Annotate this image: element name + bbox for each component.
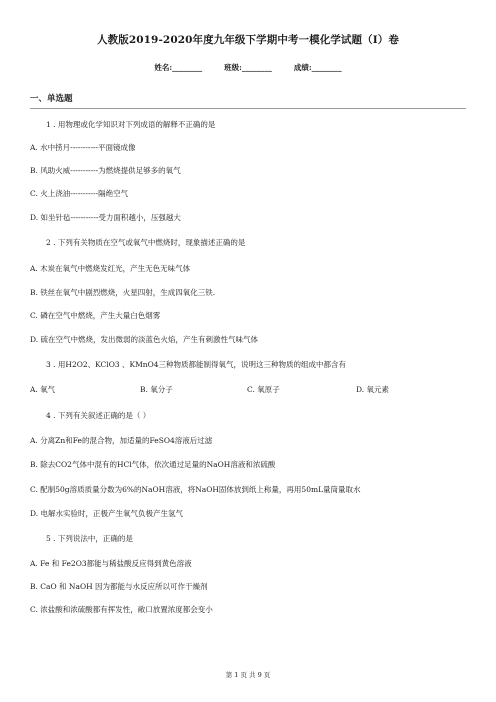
question-2-option-d: D. 硫在空气中燃烧，发出微弱的淡蓝色火焰，产生有刺激性气味气体 bbox=[30, 335, 259, 344]
question-1-option-b: B. 风助火威-----------为燃烧提供足够多的氧气 bbox=[30, 166, 181, 175]
question-4-option-a: A. 分离Zn和Fe的混合物，加适量的FeSO4溶液后过滤 bbox=[30, 436, 213, 445]
section-title: 一、单选题 bbox=[30, 94, 73, 104]
question-3-option-d: D. 氧元素 bbox=[356, 385, 390, 394]
question-3-stem: 3 . 用H2O2、KClO3 、KMnO4三种物质都能制得氧气，说明这三种物质的组成中都含有 bbox=[46, 360, 347, 369]
question-4-stem: 4 . 下列有关叙述正确的是（ ） bbox=[46, 411, 151, 420]
student-info-line bbox=[0, 62, 496, 73]
question-4-option-b: B. 除去CO2气体中混有的HCl气体，依次通过足量的NaOH溶液和浓硫酸 bbox=[30, 460, 276, 469]
question-5-option-c: C. 浓盐酸和浓硫酸都有挥发性，敞口放置浓度都会变小 bbox=[30, 605, 213, 614]
question-1-stem: 1 . 用物理或化学知识对下列成语的解释不正确的是 bbox=[46, 120, 216, 129]
question-1-option-a: A. 水中捞月-----------平面镜成像 bbox=[30, 143, 136, 152]
question-4-option-d: D. 电解水实验时，正极产生氧气负极产生氢气 bbox=[30, 509, 184, 518]
page-title: 人教版2019-2020年度九年级下学期中考一模化学试题（I）卷 bbox=[97, 34, 399, 46]
question-2-option-b: B. 铁丝在氧气中剧烈燃烧，火星四射，生成四氧化三铁. bbox=[30, 288, 216, 297]
question-2-option-a: A. 木炭在氧气中燃烧发红光，产生无色无味气体 bbox=[30, 264, 191, 273]
score-field-label: 成绩:________ bbox=[293, 63, 342, 72]
question-1-option-c: C. 火上浇油-----------隔绝空气 bbox=[30, 189, 129, 198]
page-footer: 第 1 页 共 9 页 bbox=[225, 671, 271, 679]
question-2-option-c: C. 磷在空气中燃烧，产生大量白色烟雾 bbox=[30, 311, 161, 320]
class-field-label: 班级:________ bbox=[224, 63, 272, 72]
question-5-stem: 5 . 下列说法中，正确的是 bbox=[46, 534, 133, 543]
question-3-option-c: C. 氧原子 bbox=[247, 385, 280, 394]
question-3-option-b: B. 氧分子 bbox=[140, 385, 173, 394]
section-divider bbox=[30, 108, 466, 109]
question-5-option-a: A. Fe 和 Fe2O3都能与稀盐酸反应得到黄色溶液 bbox=[30, 559, 192, 568]
question-4-option-c: C. 配制50g溶质质量分数为6%的NaOH溶液，将NaOH固体放到纸上称量，再用50mL量筒量取水 bbox=[30, 485, 361, 494]
question-2-stem: 2 . 下列有关物质在空气或氧气中燃烧时，现象描述正确的是 bbox=[46, 238, 246, 247]
question-1-option-d: D. 如坐针毡-----------受力面积越小，压强越大 bbox=[30, 213, 181, 222]
name-field-label: 姓名:________ bbox=[154, 63, 203, 72]
question-3-option-a: A. 氧气 bbox=[30, 385, 56, 394]
question-5-option-b: B. CaO 和 NaOH 因为都能与水反应所以可作干燥剂 bbox=[30, 582, 208, 591]
